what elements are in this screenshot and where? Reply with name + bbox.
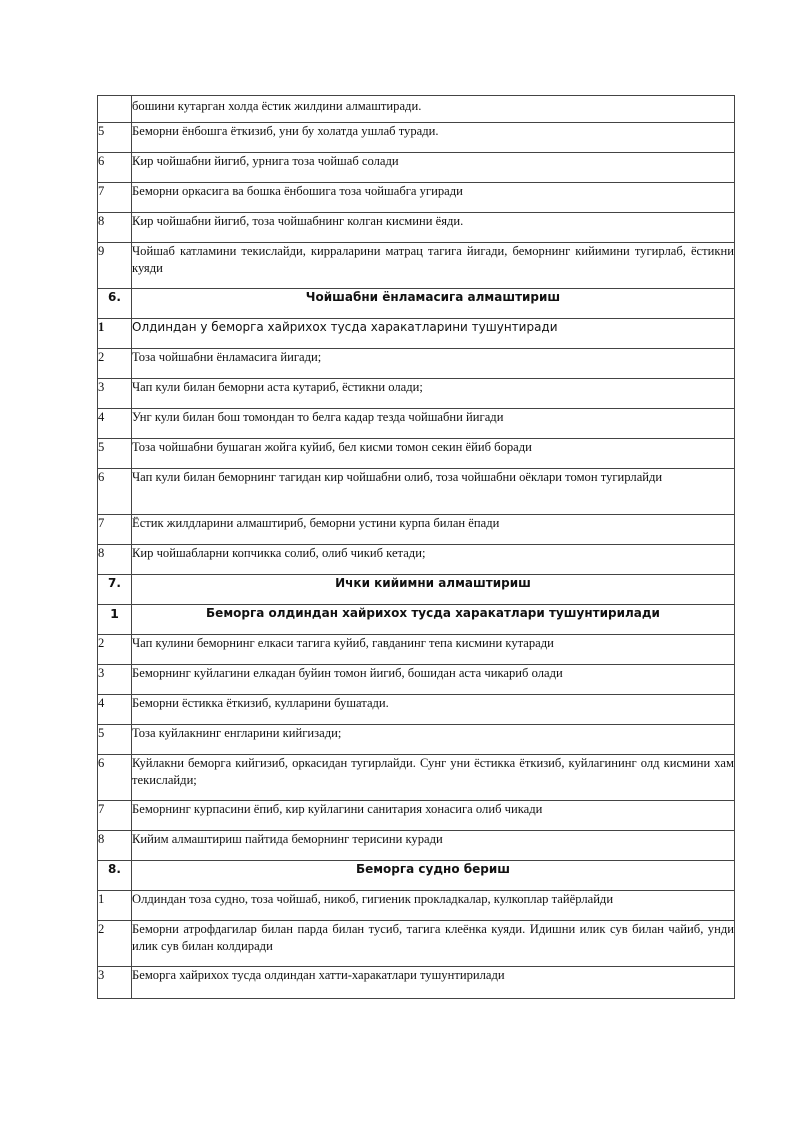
row-text: Беморни атрофдагилар билан парда билан тусиб, тагига клеёнка куяди. Идишни илик сув билан чайиб, унди илик сув билан колдиради [132,921,735,967]
row-number: 7 [98,801,132,831]
row-number: 4 [98,409,132,439]
row-text: Олдиндан тоза судно, тоза чойшаб, никоб, гигиеник прокладкалар, кулкоплар тайёрлайди [132,891,735,921]
table-row [98,635,735,665]
row-number: 4 [98,695,132,725]
row-number: 7 [98,183,132,213]
row-text: Кир чойшабни йигиб, тоза чойшабнинг колган кисмини ёяди. [132,213,735,243]
row-text: бошини кутарган холда ёстик жилдини алмаштиради. [132,96,735,123]
row-text: Кир чойшабни йигиб, урнига тоза чойшаб солади [132,153,735,183]
row-number: 3 [98,665,132,695]
row-number: 6 [98,469,132,515]
row-text: Кир чойшабларни копчикка солиб, олиб чикиб кетади; [132,545,735,575]
table-row [98,695,735,725]
table-row [98,545,735,575]
row-text: Беморни оркасига ва бошка ёнбошига тоза чойшабга угиради [132,183,735,213]
table-row [98,123,735,153]
row-number: 3 [98,967,132,999]
table-row [98,469,735,515]
row-text: Кийим алмаштириш пайтида беморнинг терисини куради [132,831,735,861]
row-text: Тоза чойшабни бушаган жойга куйиб, бел кисми томон секин ёйиб боради [132,439,735,469]
section-title: Чойшабни ёнламасига алмаштириш [132,289,735,319]
row-number: 2 [98,349,132,379]
table-row [98,319,735,349]
procedure-table [97,95,735,999]
row-text: Беморга хайрихох тусда олдиндан хатти-харакатлари тушунтирилади [132,967,735,999]
row-number: 5 [98,123,132,153]
row-number: 8 [98,213,132,243]
row-number: 6 [98,755,132,801]
table-row [98,831,735,861]
table-row [98,891,735,921]
table-row [98,379,735,409]
table-row [98,409,735,439]
row-number: 9 [98,243,132,289]
row-text: Ёстик жилдларини алмаштириб, беморни устини курпа билан ёпади [132,515,735,545]
row-number: 1 [98,605,132,635]
row-number: 3 [98,379,132,409]
section-header-row [98,575,735,605]
table-row [98,921,735,967]
row-text: Олдиндан у беморга хайрихох тусда харакатларини тушунтиради [132,319,735,349]
table-row [98,213,735,243]
row-text: Чап кули билан беморнинг тагидан кир чойшабни олиб, тоза чойшабни оёклари томон тугирлайди [132,469,735,515]
row-number: 5 [98,725,132,755]
row-text: Унг кули билан бош томондан то белга кадар тезда чойшабни йигади [132,409,735,439]
row-text: Беморга олдиндан хайрихох тусда харакатлари тушунтирилади [132,605,735,635]
table-row [98,439,735,469]
row-text: Чойшаб катламини текислайди, кирраларини матрац тагига йигади, беморнинг кийимини тугирлаб, ёстикни куяди [132,243,735,289]
section-header-row [98,289,735,319]
row-number: 1 [98,319,132,349]
row-number: 7 [98,515,132,545]
section-number: 8. [98,861,132,891]
table-row [98,153,735,183]
row-text: Беморни ёстикка ёткизиб, кулларини бушатади. [132,695,735,725]
row-number: 8 [98,831,132,861]
table-row [98,755,735,801]
row-number: 2 [98,921,132,967]
section-number: 7. [98,575,132,605]
table-row [98,725,735,755]
table-row [98,801,735,831]
row-text: Беморни ёнбошга ёткизиб, уни бу холатда ушлаб туради. [132,123,735,153]
row-text: Тоза чойшабни ёнламасига йигади; [132,349,735,379]
section-title: Беморга судно бериш [132,861,735,891]
table-row [98,243,735,289]
row-number: 2 [98,635,132,665]
table-row [98,349,735,379]
row-text: Беморнинг куйлагини елкадан буйин томон йигиб, бошидан аста чикариб олади [132,665,735,695]
section-number: 6. [98,289,132,319]
row-number: 6 [98,153,132,183]
table-row [98,967,735,999]
table-row [98,515,735,545]
row-text: Беморнинг курпасини ёпиб, кир куйлагини санитария хонасига олиб чикади [132,801,735,831]
row-number: 1 [98,891,132,921]
row-text: Чап кули билан беморни аста кутариб, ёстикни олади; [132,379,735,409]
table-row [98,183,735,213]
row-number: 5 [98,439,132,469]
table-row [98,605,735,635]
row-text: Куйлакни беморга кийгизиб, оркасидан тугирлайди. Сунг уни ёстикка ёткизиб, куйлагининг олд кисмини хам текислайди; [132,755,735,801]
section-header-row [98,861,735,891]
row-number: 8 [98,545,132,575]
section-title: Ички кийимни алмаштириш [132,575,735,605]
row-text: Чап кулини беморнинг елкаси тагига куйиб, гавданинг тепа кисмини кутаради [132,635,735,665]
table-row [98,96,735,123]
row-number [98,96,132,123]
row-text: Тоза куйлакнинг енгларини кийгизади; [132,725,735,755]
table-row [98,665,735,695]
